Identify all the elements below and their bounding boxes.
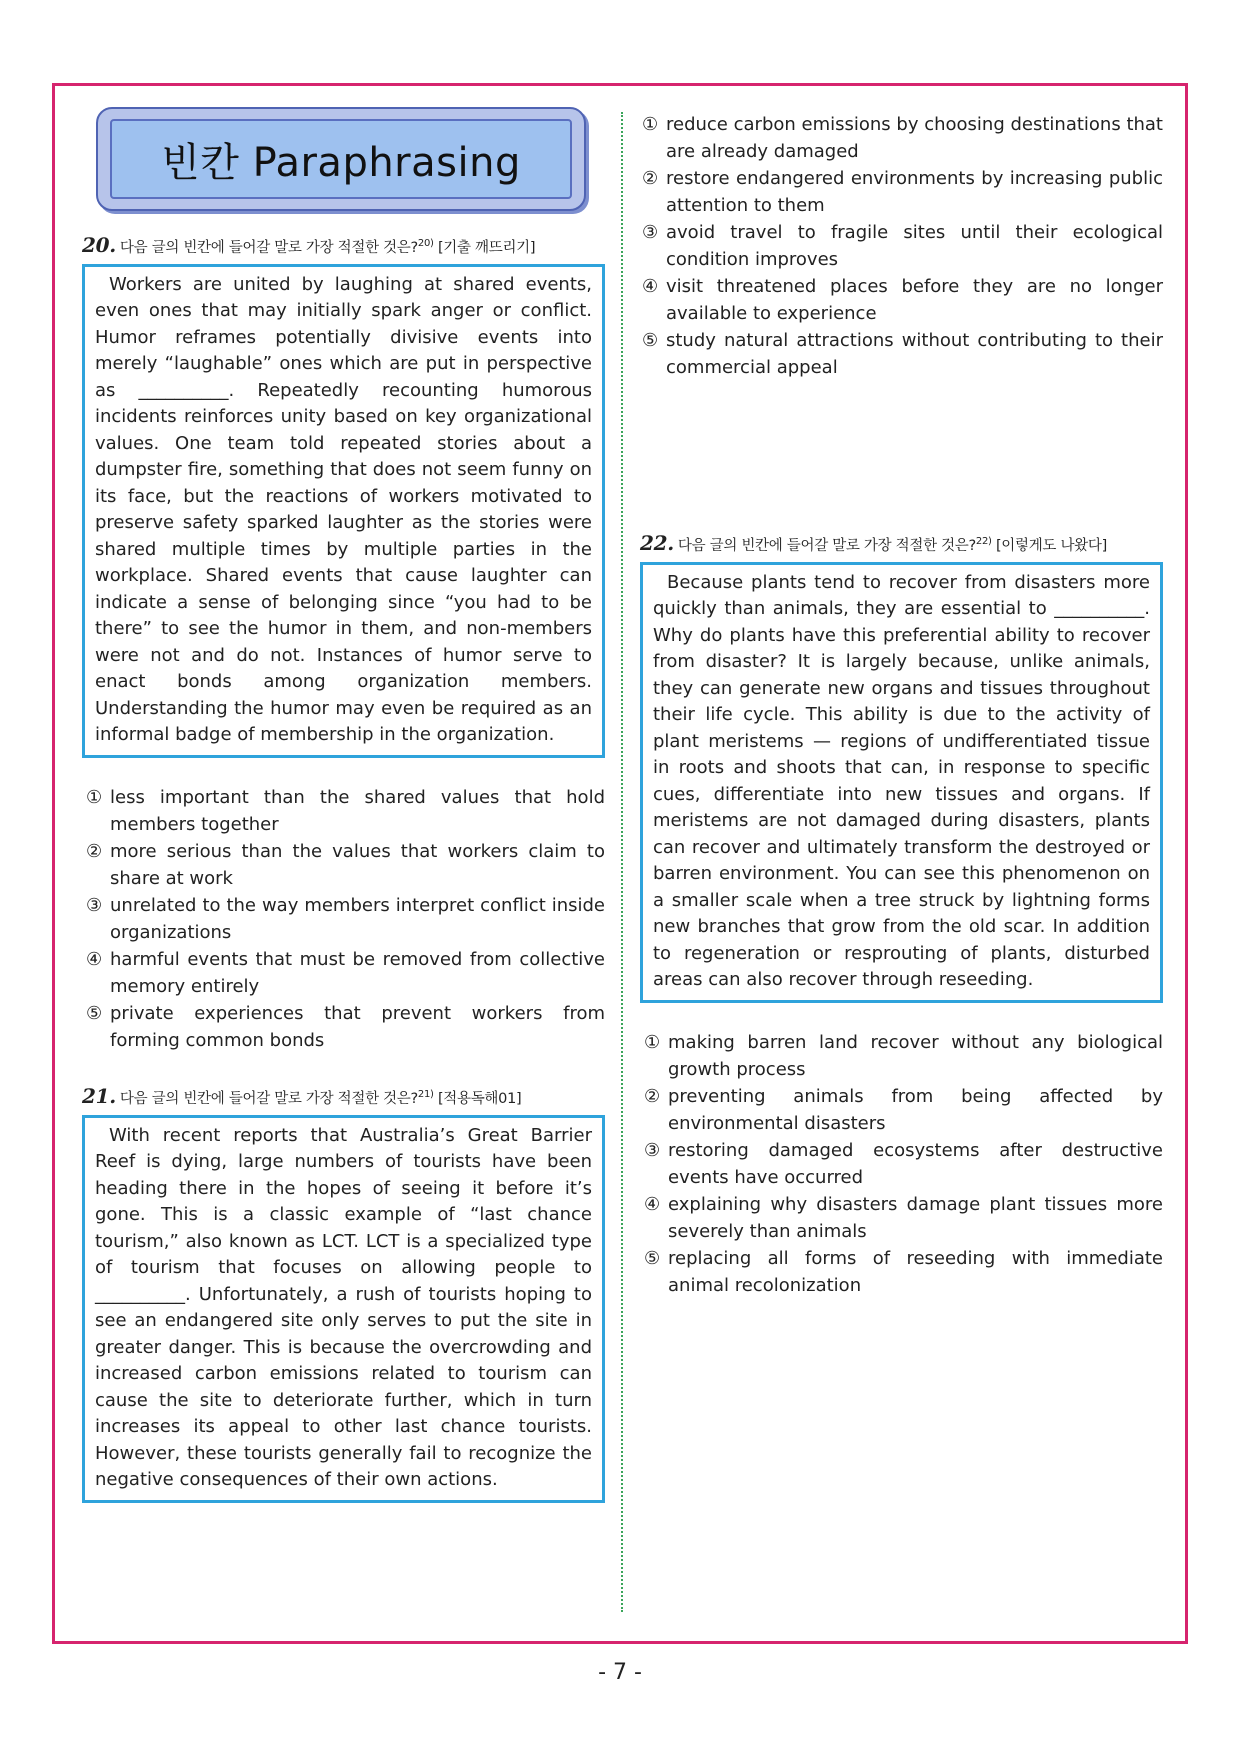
option-mark: ④ xyxy=(642,276,659,297)
question-20-header xyxy=(82,233,605,259)
question-21 xyxy=(80,1084,605,1503)
option-item[interactable] xyxy=(638,273,1163,327)
option-item[interactable] xyxy=(638,219,1163,273)
question-20 xyxy=(80,233,605,1054)
option-item[interactable] xyxy=(82,1000,605,1054)
option-mark: ⑤ xyxy=(642,330,659,351)
option-text: making barren land recover without any biological growth process xyxy=(668,1031,1163,1080)
question-20-options xyxy=(82,784,605,1054)
question-21-number: 21. xyxy=(82,1083,116,1108)
option-text: restore endangered environments by increasing public attention to them xyxy=(666,168,1163,216)
question-20-passage xyxy=(82,264,605,758)
right-column xyxy=(638,107,1163,1299)
option-text: unrelated to the way members interpret conflict inside organizations xyxy=(110,894,605,943)
question-20-prompt: 다음 글의 빈칸에 들어갈 말로 가장 적절한 것은? xyxy=(119,239,418,256)
question-21-source: [적용독해01] xyxy=(437,1090,522,1107)
question-22-passage-text: Because plants tend to recover from disasters more quickly than animals, they are essential to __________. Why do plants have this preferential ability to recover from disaster? It is largely because, unlike animals, they can generate new organs and tissues throughout their life cycle. This ability is due to the activity of plant meristems — regions of undifferentiated tissue in roots and shoots that can, in response to specific cues, differentiate into new tissues and organs. If meristems are not damaged during disasters, plants can recover and ultimately transform the destroyed or barren environment. You can see this phenomenon on a smaller scale when a tree struck by lightning forms new branches that grow from the old scar. In addition to regeneration or resprouting of plants, disturbed areas can also recover through reseeding. xyxy=(653,571,1150,991)
question-21-options xyxy=(638,111,1163,381)
option-mark: ④ xyxy=(644,1193,661,1215)
question-22-prompt: 다음 글의 빈칸에 들어갈 말로 가장 적절한 것은? xyxy=(677,537,976,554)
question-22-number: 22. xyxy=(640,530,674,555)
question-20-source: [기출 깨뜨리기] xyxy=(437,239,536,256)
question-22-passage xyxy=(640,562,1163,1003)
option-text: visit threatened places before they are no longer available to experience xyxy=(666,276,1163,324)
option-text: more serious than the values that workers claim to share at work xyxy=(110,840,605,889)
question-21-header xyxy=(82,1084,605,1110)
option-item[interactable] xyxy=(638,165,1163,219)
option-text: study natural attractions without contributing to their commercial appeal xyxy=(666,330,1163,378)
option-mark: ④ xyxy=(86,948,103,970)
question-22-header xyxy=(640,531,1163,557)
question-22-options xyxy=(640,1029,1163,1299)
column-divider xyxy=(621,112,623,1612)
option-item[interactable] xyxy=(638,111,1163,165)
option-text: explaining why disasters damage plant tissues more severely than animals xyxy=(668,1193,1163,1242)
question-21-passage xyxy=(82,1115,605,1503)
option-text: less important than the shared values that hold members together xyxy=(110,786,605,835)
question-20-number: 20. xyxy=(82,232,116,257)
section-title: 빈칸 Paraphrasing xyxy=(161,139,521,186)
option-mark: ① xyxy=(86,786,103,808)
option-text: private experiences that prevent workers from forming common bonds xyxy=(110,1002,605,1051)
option-mark: ① xyxy=(644,1031,661,1053)
option-text: preventing animals from being affected by environmental disasters xyxy=(668,1085,1163,1134)
option-mark: ③ xyxy=(642,222,659,243)
question-22-note: 22) xyxy=(975,536,992,547)
left-column xyxy=(80,107,605,1503)
option-item[interactable] xyxy=(640,1029,1163,1083)
question-22-source: [이렇게도 나왔다] xyxy=(995,537,1107,554)
option-text: reduce carbon emissions by choosing destinations that are already damaged xyxy=(666,114,1163,162)
option-item[interactable] xyxy=(82,892,605,946)
option-mark: ② xyxy=(86,840,103,862)
option-mark: ② xyxy=(644,1085,661,1107)
question-21-prompt: 다음 글의 빈칸에 들어갈 말로 가장 적절한 것은? xyxy=(119,1090,418,1107)
section-title-inner xyxy=(110,119,572,199)
option-item[interactable] xyxy=(82,946,605,1000)
option-mark: ③ xyxy=(86,894,103,916)
option-item[interactable] xyxy=(82,784,605,838)
question-22 xyxy=(638,531,1163,1299)
option-item[interactable] xyxy=(640,1083,1163,1137)
option-text: avoid travel to fragile sites until their ecological condition improves xyxy=(666,222,1163,270)
question-21-note: 21) xyxy=(417,1088,434,1100)
question-20-passage-text: Workers are united by laughing at shared events, even ones that may initially spark anger or conflict. Humor reframes potentially divisive events into merely “laughable” ones which are put in perspective as __________. Repeatedly recounting humorous incidents reinforces unity based on key organizational values. One team told repeated stories about a dumpster fire, something that does not seem funny on its face, but the reactions of workers motivated to preserve safety sparked laughter as the stories were shared multiple times by multiple parties in the workplace. Shared events that cause laughter can indicate a sense of belonging since “you had to be there” to see the humor in them, and non-members were not and do not. Instances of humor serve to enact bonds among organization members. Understanding the humor may even be required as an informal badge of membership in the organization. xyxy=(95,273,592,746)
option-item[interactable] xyxy=(638,327,1163,381)
option-text: harmful events that must be removed from collective memory entirely xyxy=(110,948,605,997)
option-text: restoring damaged ecosystems after destructive events have occurred xyxy=(668,1139,1163,1188)
question-20-note: 20) xyxy=(417,238,434,249)
option-mark: ⑤ xyxy=(644,1247,661,1269)
option-item[interactable] xyxy=(640,1137,1163,1191)
option-mark: ⑤ xyxy=(86,1002,103,1024)
option-item[interactable] xyxy=(640,1191,1163,1245)
option-mark: ① xyxy=(642,114,659,135)
option-item[interactable] xyxy=(82,838,605,892)
option-item[interactable] xyxy=(640,1245,1163,1299)
question-21-passage-text: With recent reports that Australia’s Great Barrier Reef is dying, large numbers of tourists have been heading there in the hopes of seeing it before it’s gone. This is a classic example of “last chance tourism,” also known as LCT. LCT is a specialized type of tourism that focuses on allowing people to __________. Unfortunately, a rush of tourists hoping to see an endangered site only serves to put the site in greater danger. This is because the overcrowding and increased carbon emissions related to tourism can cause the site to deteriorate further, which in turn increases its appeal to other last chance tourists. However, these tourists generally fail to recognize the negative consequences of their own actions. xyxy=(95,1124,592,1491)
section-title-badge xyxy=(96,107,586,211)
option-mark: ③ xyxy=(644,1139,661,1161)
option-text: replacing all forms of reseeding with immediate animal recolonization xyxy=(668,1247,1163,1296)
option-mark: ② xyxy=(642,168,659,189)
page-number: - 7 - xyxy=(598,1660,642,1685)
